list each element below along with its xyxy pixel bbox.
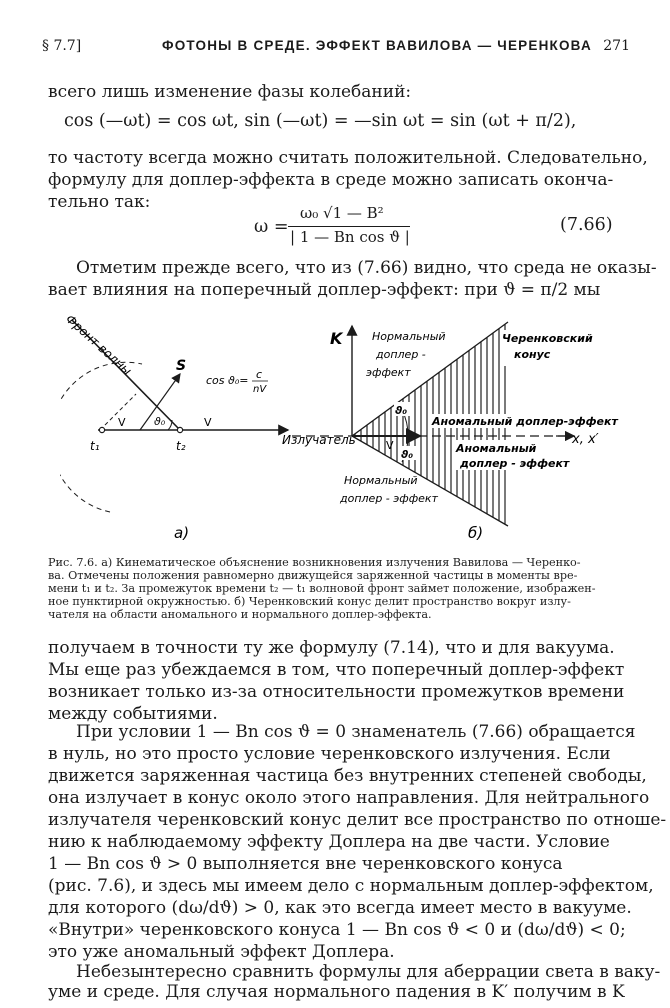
- text-line: Небезынтересно сравнить формулы для аберрации света в ваку-: [76, 962, 661, 982]
- text-line: она излучает в конус около этого направления. Для нейтрального: [48, 788, 650, 808]
- caption-line: Рис. 7.6. а) Кинематическое объяснение возникновения излучения Вавилова — Черенко-: [48, 556, 581, 569]
- position-t2: [177, 427, 182, 432]
- normal-upper-line3: эффект: [366, 366, 411, 379]
- fraction-bar: [288, 226, 410, 227]
- theta-upper-label: ϑ₀: [395, 404, 408, 417]
- t2-label: t₂: [176, 439, 186, 453]
- formula-denominator: | 1 — Bn cos ϑ |: [290, 228, 410, 246]
- panel-b: [282, 322, 618, 542]
- caption-line: ва. Отмечены положения равномерно движущейся заряженной частицы в моменты вре-: [48, 569, 578, 582]
- emitter-label: Излучатель: [282, 433, 356, 447]
- panel-b-label: б): [468, 524, 484, 542]
- running-title: ФОТОНЫ В СРЕДЕ. ЭФФЕКТ ВАВИЛОВА — ЧЕРЕНКОВА: [162, 38, 592, 53]
- panel-a-label: а): [174, 524, 190, 542]
- text-line: получаем в точности ту же формулу (7.14), что и для вакуума.: [48, 638, 615, 658]
- anomalous-upper-label: Аномальный доплер-эффект: [432, 415, 618, 428]
- text-line: излучателя черенковский конус делит все пространство по отноше-: [48, 810, 667, 830]
- phase-equation: cos (—ωt) = cos ωt, sin (—ωt) = —sin ωt = sin (ωt + π/2),: [64, 111, 577, 131]
- normal-upper-line2: доплер -: [376, 348, 426, 361]
- text-line: Мы еще раз убеждаемся в том, что поперечный доплер-эффект: [48, 660, 625, 680]
- text-line: нию к наблюдаемому эффекту Доплера на две части. Условие: [48, 832, 610, 852]
- panel-a: [60, 312, 288, 542]
- v-label-2: V: [204, 416, 212, 429]
- page-number: 271: [603, 38, 630, 54]
- normal-upper-line1: Нормальный: [372, 330, 446, 343]
- position-t1: [99, 427, 104, 432]
- anomalous-lower-line1: Аномальный: [456, 442, 537, 455]
- formula-numerator: ω₀ √1 — B²: [300, 204, 384, 222]
- theta0-label: ϑ₀: [154, 415, 166, 428]
- anomalous-lower-line2: доплер - эффект: [460, 457, 570, 470]
- text-line: тельно так:: [48, 192, 151, 212]
- normal-lower-line2: доплер - эффект: [340, 492, 438, 505]
- v-label: V: [386, 439, 394, 452]
- figure-svg: [60, 312, 620, 548]
- text-line: вает влияния на поперечный доплер-эффект: при ϑ = π/2 мы: [48, 280, 601, 300]
- s-label: S: [176, 358, 187, 374]
- figure-7-6: [60, 312, 620, 548]
- caption-line: чателя на области аномального и нормального доплер-эффекта.: [48, 608, 432, 621]
- text-line: движется заряженная частица без внутренних степеней свободы,: [48, 766, 647, 786]
- text-line: уме и среде. Для случая нормального падения в K′ получим в K: [48, 982, 625, 1002]
- formula-lhs: ω =: [254, 217, 289, 237]
- text-line: в нуль, но это просто условие черенковского излучения. Если: [48, 744, 611, 764]
- cos-label: cos ϑ₀=: [206, 374, 249, 387]
- text-line: (рис. 7.6), и здесь мы имеем дело с нормальным доплер-эффектом,: [48, 876, 654, 896]
- text-line: это уже аномальный эффект Доплера.: [48, 942, 395, 962]
- text-line: Отметим прежде всего, что из (7.66) видно, что среда не оказы-: [76, 258, 657, 278]
- cherenkov-cone-line2: конус: [514, 348, 551, 361]
- v-label-1: V: [118, 416, 126, 429]
- x-axis-label: x, x′: [572, 432, 599, 447]
- theta-lower-label: ϑ₀: [401, 448, 414, 461]
- text-line: всего лишь изменение фазы колебаний:: [48, 82, 412, 102]
- cherenkov-cone-line1: Черенковский: [502, 332, 593, 345]
- wavefront-label: Фронт волны: [62, 312, 135, 378]
- cos-denominator: nV: [253, 384, 267, 395]
- running-header: [42, 38, 630, 60]
- text-line: При условии 1 — Bn cos ϑ = 0 знаменатель (7.66) обращается: [76, 722, 636, 742]
- normal-lower-line1: Нормальный: [344, 474, 418, 487]
- t1-label: t₁: [90, 439, 100, 453]
- equation-number: (7.66): [560, 215, 613, 235]
- text-line: то частоту всегда можно считать положительной. Следовательно,: [48, 148, 648, 168]
- text-line: между событиями.: [48, 704, 218, 724]
- caption-line: ное пунктирной окружностью. б) Черенковский конус делит пространство вокруг излу-: [48, 595, 571, 608]
- text-line: для которого (dω/dϑ) > 0, как это всегда имеет место в вакууме.: [48, 898, 632, 918]
- cos-numerator: c: [256, 368, 263, 381]
- text-line: возникает только из-за относительности промежутков времени: [48, 682, 625, 702]
- text-line: 1 — Bn cos ϑ > 0 выполняется вне черенковского конуса: [48, 854, 563, 874]
- k-label: K: [330, 329, 343, 348]
- text-line: формулу для доплер-эффекта в среде можно записать оконча-: [48, 170, 614, 190]
- section-number: § 7.7]: [42, 38, 82, 54]
- text-line: «Внутри» черенковского конуса 1 — Bn cos ϑ < 0 и (dω/dϑ) < 0;: [48, 920, 626, 940]
- caption-line: мени t₁ и t₂. За промежуток времени t₂ — t₁ волновой фронт займет положение, изображен-: [48, 582, 596, 595]
- dashed-circle: [60, 362, 142, 512]
